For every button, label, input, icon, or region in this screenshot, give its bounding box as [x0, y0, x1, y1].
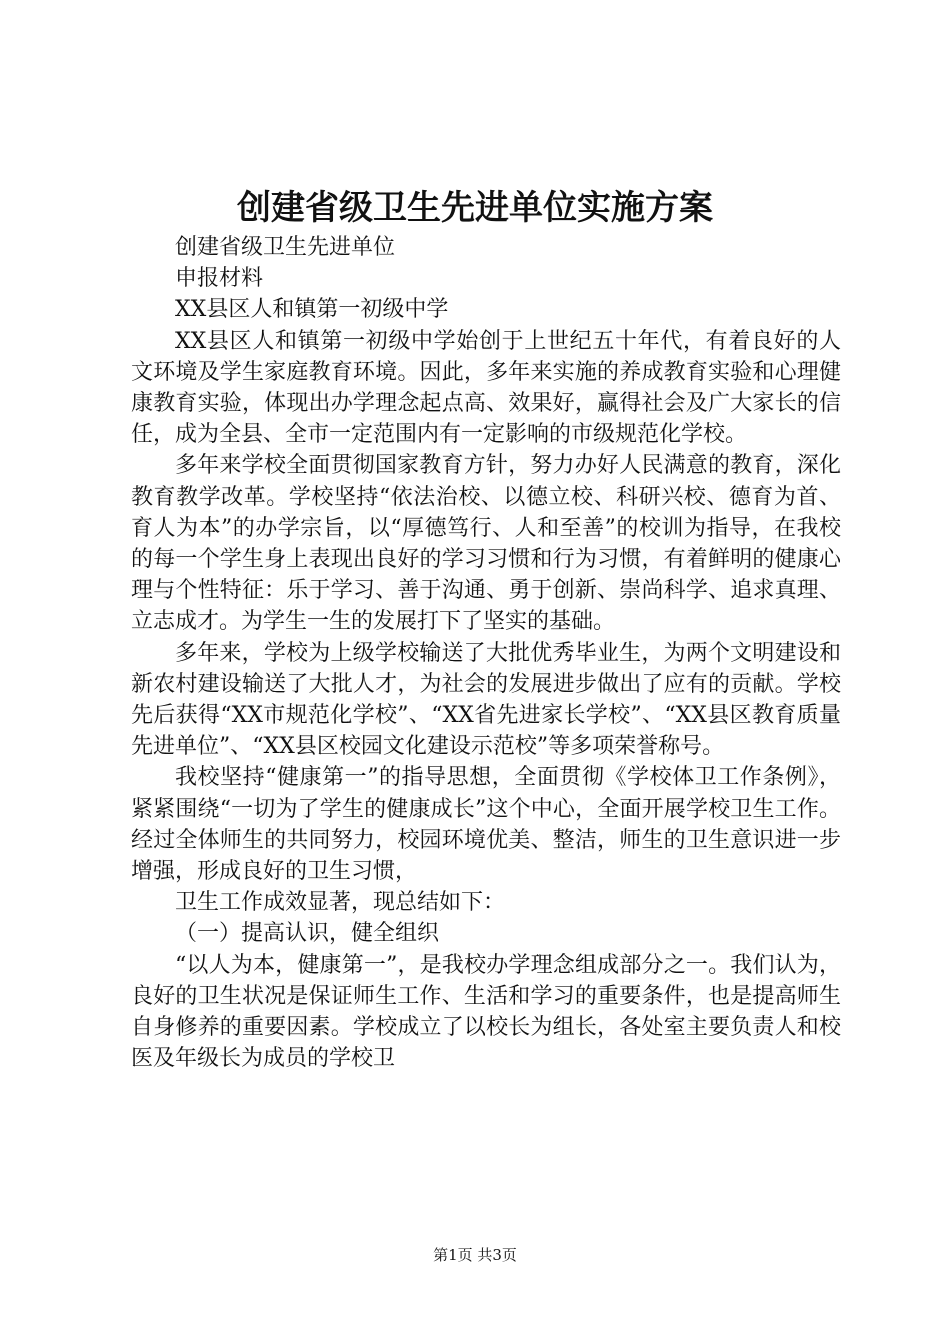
paragraph: 多年来学校全面贯彻国家教育方针，努力办好人民满意的教育，深化教育教学改革。学校坚持“依法治校、以德立校、科研兴校、德育为首、育人为本”的办学宗旨，以“厚德笃行、人和至善”的校训为指导，在我校的每一个学生身上表现出良好的学习习惯和行为习惯，有着鲜明的健康心理与个性特征：乐于学习、善于沟通、勇于创新、崇尚科学、追求真理、立志成才。为学生一生的发展打下了坚实的基础。 — [131, 453, 841, 635]
paragraph: 申报材料 — [175, 266, 264, 292]
paragraph: 我校坚持“健康第一”的指导思想，全面贯彻《学校体卫工作条例》，紧紧围绕“一切为了学生的健康成长”这个中心，全面开展学校卫生工作。经过全体师生的共同努力，校园环境优美、整洁，师生的卫生意识进一步增强，形成良好的卫生习惯， — [131, 765, 841, 885]
paragraph: XX县区人和镇第一初级中学始创于上世纪五十年代，有着良好的人文环境及学生家庭教育环境。因此，多年来实施的养成教育实验和心理健康教育实验，体现出办学理念起点高、效果好，赢得社会及广大家长的信任，成为全县、全市一定范围内有一定影响的市级规范化学校。 — [131, 328, 841, 448]
paragraph: 卫生工作成效显著，现总结如下： — [175, 890, 506, 916]
document-body — [131, 232, 841, 1074]
page-footer: 第1页 共3页 — [433, 1246, 517, 1264]
paragraph: “以人为本，健康第一”，是我校办学理念组成部分之一。我们认为，良好的卫生状况是保证师生工作、生活和学习的重要条件，也是提高师生自身修养的重要因素。学校成立了以校长为组长，各处室主要负责人和校医及年级长为成员的学校卫 — [131, 952, 841, 1072]
section-heading: （一）提高认识，健全组织 — [175, 921, 440, 947]
paragraph: XX县区人和镇第一初级中学 — [175, 297, 449, 323]
paragraph: 创建省级卫生先进单位 — [175, 235, 396, 260]
paragraph: 多年来，学校为上级学校输送了大批优秀毕业生，为两个文明建设和新农村建设输送了大批人才，为社会的发展进步做出了应有的贡献。学校先后获得“XX市规范化学校”、“XX省先进家长学校”、“XX县区教育质量先进单位”、“XX县区校园文化建设示范校”等多项荣誉称号。 — [131, 640, 841, 760]
document-title: 创建省级卫生先进单位实施方案 — [237, 188, 713, 228]
